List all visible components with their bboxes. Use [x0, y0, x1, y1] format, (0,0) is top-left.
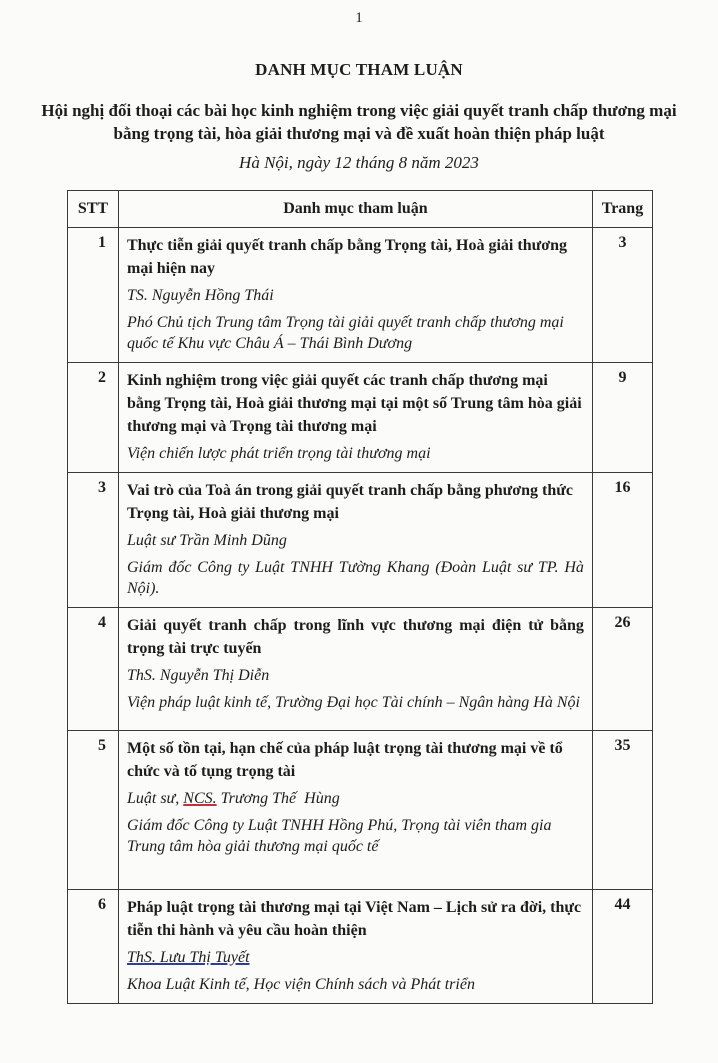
author-prefix: Luật sư,: [126, 790, 184, 807]
paper-title: Kinh nghiệm trong việc giải quyết các tranh chấp thương mại bằng Trọng tài, Hoà giải thương mại tại một số Trung tâm hòa giải thương mại và Trọng tài thương mại: [126, 372, 582, 435]
table-header-row: [68, 191, 653, 228]
row-content: [118, 608, 592, 731]
document-title: DANH MỤC THAM LUẬN: [255, 60, 463, 79]
row-content: [118, 363, 592, 473]
handwritten-blue-underline: ThS. Lưu Thị Tuyết: [126, 949, 250, 966]
paper-title: Một số tồn tại, hạn chế của pháp luật trọng tài thương mại về tổ chức và tố tụng trọng tài: [126, 740, 563, 780]
header-stt: STT: [68, 191, 119, 228]
row-content: [118, 890, 592, 1004]
table-row: [68, 473, 653, 608]
row-stt: 4: [68, 608, 119, 731]
row-page: 26: [592, 608, 652, 731]
row-content: [118, 473, 592, 608]
row-stt: 3: [68, 473, 119, 608]
paper-affiliation: Phó Chủ tịch Trung tâm Trọng tài giải quyết tranh chấp thương mại quốc tế Khu vực Châu Á – Thái Bình Dương: [126, 314, 564, 352]
header-page: Trang: [592, 191, 652, 228]
row-content: [118, 731, 592, 890]
author-suffix: Trương Thế Hùng: [216, 790, 340, 807]
table-row: [68, 608, 653, 731]
row-stt: 2: [68, 363, 119, 473]
row-page: 35: [592, 731, 652, 890]
paper-affiliation: Giám đốc Công ty Luật TNHH Tường Khang (Đoàn Luật sư TP. Hà Nội).: [126, 559, 584, 597]
paper-author: ThS. Nguyễn Thị Diễn: [126, 667, 270, 684]
paper-affiliation: Giám đốc Công ty Luật TNHH Hồng Phú, Trọng tài viên tham gia Trung tâm hòa giải thương mại quốc tế: [126, 817, 552, 855]
page-number: 1: [355, 10, 363, 26]
row-stt: 6: [68, 890, 119, 1004]
row-content: [118, 228, 592, 363]
paper-title: Thực tiễn giải quyết tranh chấp bằng Trọng tài, Hoà giải thương mại hiện nay: [126, 237, 567, 277]
row-page: 3: [592, 228, 652, 363]
paper-title: Vai trò của Toà án trong giải quyết tranh chấp bằng phương thức Trọng tài, Hoà giải thương mại: [126, 482, 573, 522]
paper-affiliation: Viện pháp luật kinh tế, Trường Đại học Tài chính – Ngân hàng Hà Nội: [126, 694, 580, 711]
paper-title: Pháp luật trọng tài thương mại tại Việt Nam – Lịch sử ra đời, thực tiễn thi hành và yêu cầu hoàn thiện: [126, 899, 582, 939]
paper-affiliation: Khoa Luật Kinh tế, Học viện Chính sách và Phát triển: [126, 976, 475, 993]
row-stt: 1: [68, 228, 119, 363]
paper-affiliation: Viện chiến lược phát triển trọng tài thương mại: [126, 445, 431, 462]
row-stt: 5: [68, 731, 119, 890]
table-row: [68, 228, 653, 363]
document-subtitle: Hội nghị đối thoại các bài học kinh nghiệm trong việc giải quyết tranh chấp thương mại bằng trọng tài, hòa giải thương mại và đề xuất hoàn thiện pháp luật: [41, 101, 677, 143]
paper-author: [127, 788, 584, 810]
paper-author: [127, 947, 584, 969]
header-title: Danh mục tham luận: [118, 191, 592, 228]
row-page: 9: [592, 363, 652, 473]
place-date: Hà Nội, ngày 12 tháng 8 năm 2023: [239, 153, 479, 172]
row-page: 16: [592, 473, 652, 608]
table-row: [68, 363, 653, 473]
paper-author: Luật sư Trần Minh Dũng: [126, 532, 287, 549]
toc-table: [67, 190, 653, 1004]
table-row: [68, 731, 653, 890]
table-row: [68, 890, 653, 1004]
handwritten-red-underline: NCS.: [183, 790, 217, 807]
paper-title: Giải quyết tranh chấp trong lĩnh vực thương mại điện tử bằng trọng tài trực tuyến: [126, 617, 584, 657]
paper-author: TS. Nguyễn Hồng Thái: [126, 287, 274, 304]
row-page: 44: [592, 890, 652, 1004]
